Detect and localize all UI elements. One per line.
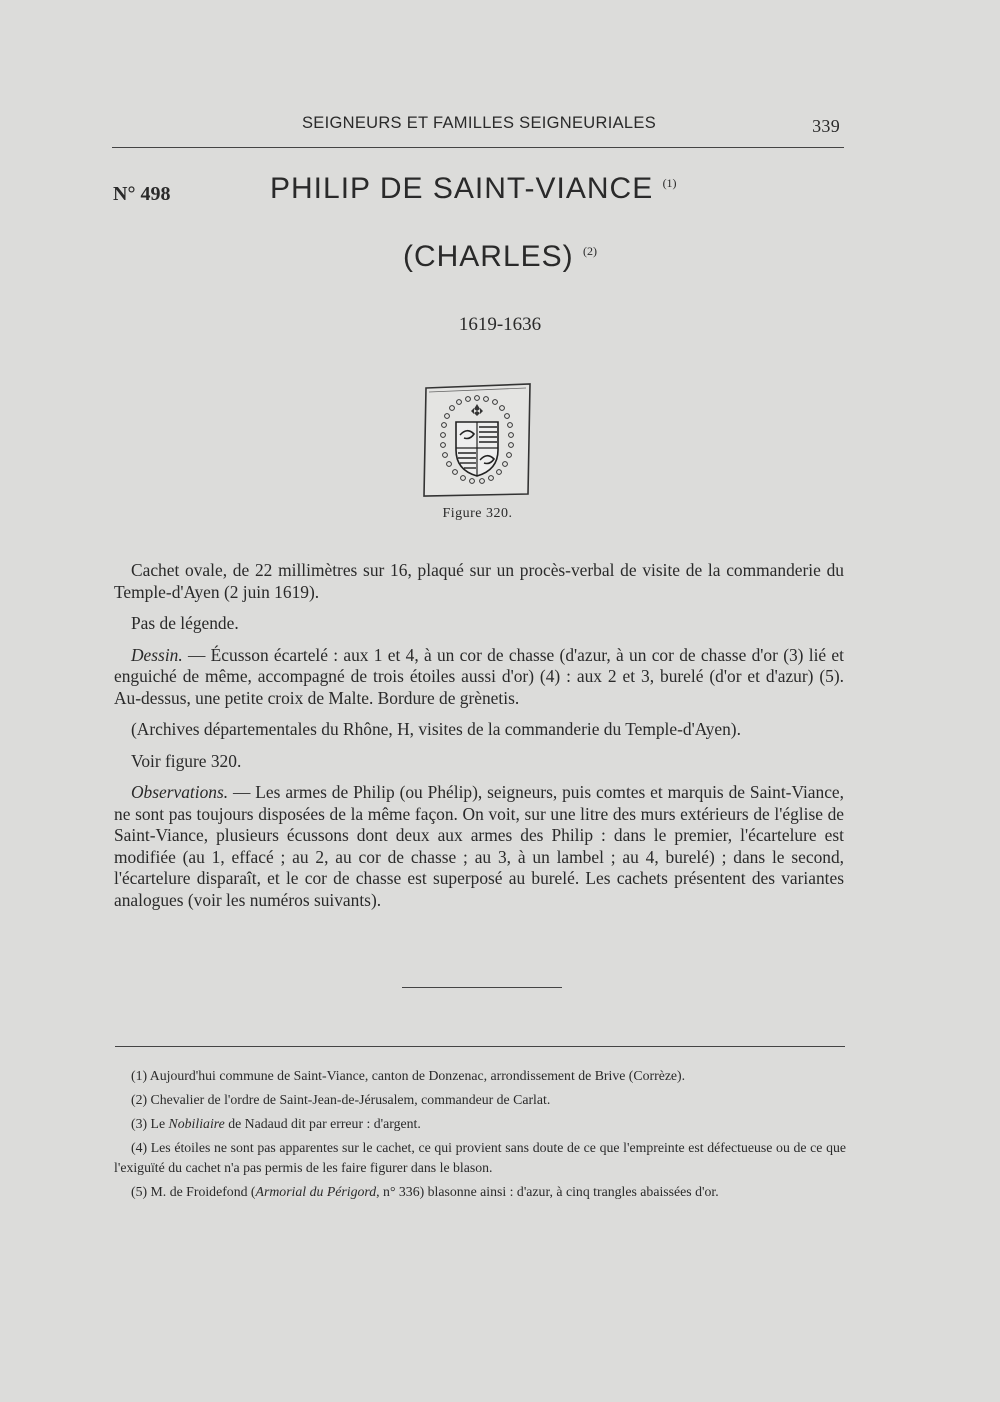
footnote-5-title: Armorial du Périgord	[255, 1184, 377, 1199]
design-text: — Écusson écartelé : aux 1 et 4, à un cor de chasse (d'azur, à un cor de chasse d'or (3) lié et enguiché de même, accompagné de trois étoiles aussi d'or) (4) : aux 2 et 3, burelé (d'or et d'azur) (5). Au-dessus, une petite croix de Malte. Bordure de grènetis.	[114, 644, 844, 708]
archive-reference: (Archives départementales du Rhône, H, visites de la commanderie du Temple-d'Ayen).	[131, 719, 741, 739]
figure-caption: Figure 320.	[442, 506, 513, 521]
observations-text: — Les armes de Philip (ou Phélip), seigneurs, puis comtes et marquis de Saint-Viance, ne sont pas toujours disposées de la même façon. On voit, sur une litre des murs extérieurs de l'église de Saint-Viance, plusieurs écussons dont deux aux armes des Philip : dans le premier, l'écartelure est modifiée (au 1, effacé ; au 2, au cor de chasse ; au 3, à un lambel ; au 4, burelé) ; dans le second, l'écartelure disparaît, et le cor de chasse est superposé au burelé. Les cachets présentent des variantes analogues (voir les numéros suivants).	[114, 782, 844, 910]
footnote-3	[114, 1114, 846, 1134]
observations-label: Observations.	[131, 782, 229, 802]
entry-name-note-ref: (1)	[662, 176, 677, 190]
entry-given-name-note-ref: (2)	[583, 244, 598, 258]
design-label: Dessin.	[131, 644, 183, 665]
footnote-rule	[115, 1046, 845, 1047]
entry-given-name: (CHARLES)	[402, 240, 574, 273]
figure-reference: Voir figure 320.	[131, 750, 242, 771]
entry-dates: 1619-1636	[458, 314, 542, 335]
running-title: SEIGNEURS ET FAMILLES SEIGNEURIALES	[301, 114, 657, 132]
observations-paragraph	[114, 782, 844, 911]
entry-body	[114, 560, 844, 921]
footnote-3-title: Nobiliaire	[168, 1116, 225, 1131]
entry-number-prefix: N°	[113, 183, 136, 205]
entry-number	[113, 183, 170, 206]
design-paragraph	[114, 645, 844, 710]
header-rule	[112, 147, 844, 148]
footnote-5	[114, 1182, 846, 1202]
entry-subtitle	[0, 240, 1000, 274]
entry-number-value: 498	[140, 183, 171, 205]
footnote-3-end: de Nadaud dit par erreur : d'argent.	[224, 1116, 421, 1131]
section-end-rule	[402, 987, 562, 988]
seal-description: Cachet ovale, de 22 millimètres sur 16, plaqué sur un procès-verbal de visite de la commanderie du Temple-d'Ayen (2 juin 1619).	[114, 560, 844, 602]
page-number: 339	[812, 116, 840, 136]
seal-illustration	[420, 380, 534, 500]
footnote-3-start: (3) Le	[131, 1116, 169, 1131]
footnote-2: (2) Chevalier de l'ordre de Saint-Jean-de-Jérusalem, commandeur de Carlat.	[131, 1092, 551, 1107]
footnotes	[114, 1066, 846, 1206]
entry-name: PHILIP DE SAINT-VIANCE	[270, 172, 654, 205]
footnote-5-end: , n° 336) blasonne ainsi : d'azur, à cinq trangles abaissées d'or.	[376, 1184, 719, 1199]
footnote-5-start: (5) M. de Froidefond (	[131, 1184, 256, 1199]
entry-title	[270, 172, 677, 206]
footnote-1: (1) Aujourd'hui commune de Saint-Viance, canton de Donzenac, arrondissement de Brive (Corrèze).	[131, 1068, 686, 1083]
legend-note: Pas de légende.	[131, 613, 239, 633]
footnote-4: (4) Les étoiles ne sont pas apparentes sur le cachet, ce qui provient sans doute de ce que l'empreinte est défectueuse ou de ce que l'exiguïté du cachet n'a pas permis de les faire figurer dans le blason.	[114, 1140, 846, 1175]
